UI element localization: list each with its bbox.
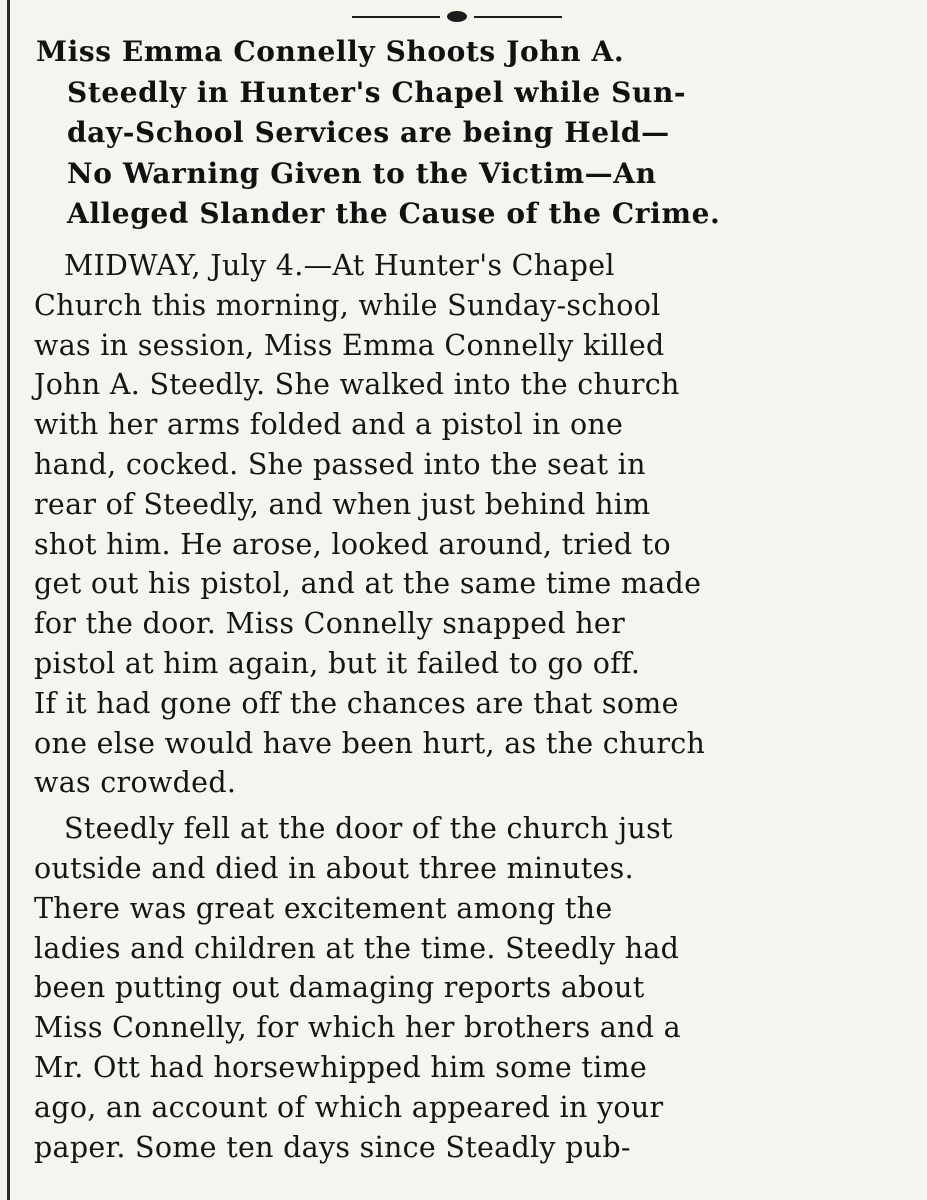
article-line: John A. Steedly. She walked into the church bbox=[34, 368, 680, 402]
ornamental-divider bbox=[352, 14, 562, 20]
column-rule bbox=[7, 0, 10, 1200]
headline-line: day-School Services are being Held— bbox=[67, 116, 670, 149]
article-line: Steedly fell at the door of the church just bbox=[64, 812, 673, 846]
article-line: rear of Steedly, and when just behind him bbox=[34, 487, 651, 521]
article-line: If it had gone off the chances are that some bbox=[34, 686, 679, 720]
headline-line: Steedly in Hunter's Chapel while Sun- bbox=[67, 75, 687, 109]
article-line: for the door. Miss Connelly snapped her bbox=[34, 607, 626, 641]
article-line: There was great excitement among the bbox=[34, 891, 613, 925]
article-line: been putting out damaging reports about bbox=[34, 971, 645, 1005]
article-line: with her arms folded and a pistol in one bbox=[34, 408, 624, 442]
divider-line-left bbox=[352, 16, 440, 18]
article-line: hand, cocked. She passed into the seat in bbox=[34, 447, 646, 481]
divider-line-right bbox=[474, 16, 562, 18]
headline-line: No Warning Given to the Victim—An bbox=[67, 156, 657, 190]
headline bbox=[36, 32, 890, 235]
article-line: outside and died in about three minutes. bbox=[34, 851, 634, 885]
headline-line: Alleged Slander the Cause of the Crime. bbox=[67, 197, 721, 230]
article-line: ago, an account of which appeared in your bbox=[34, 1090, 664, 1124]
article-line: was in session, Miss Emma Connelly killed bbox=[34, 328, 665, 362]
article-body bbox=[34, 246, 884, 1167]
article-line: ladies and children at the time. Steedly had bbox=[34, 931, 680, 965]
headline-line: Miss Emma Connelly Shoots John A. bbox=[36, 35, 625, 68]
article-line: one else would have been hurt, as the church bbox=[34, 726, 706, 760]
article-line: Miss Connelly, for which her brothers and a bbox=[34, 1011, 681, 1045]
divider-ornament-icon bbox=[447, 11, 467, 22]
article-line: shot him. He arose, looked around, tried to bbox=[34, 527, 672, 561]
article-line: get out his pistol, and at the same time made bbox=[34, 567, 702, 601]
article-line: Church this morning, while Sunday-school bbox=[34, 288, 661, 322]
article-line: paper. Some ten days since Steadly pub- bbox=[34, 1130, 631, 1164]
article-line: pistol at him again, but it failed to go off. bbox=[34, 646, 641, 680]
article-line: was crowded. bbox=[34, 766, 237, 800]
article-line: MIDWAY, July 4.—At Hunter's Chapel bbox=[64, 249, 615, 282]
article-line: Mr. Ott had horsewhipped him some time bbox=[34, 1050, 648, 1084]
